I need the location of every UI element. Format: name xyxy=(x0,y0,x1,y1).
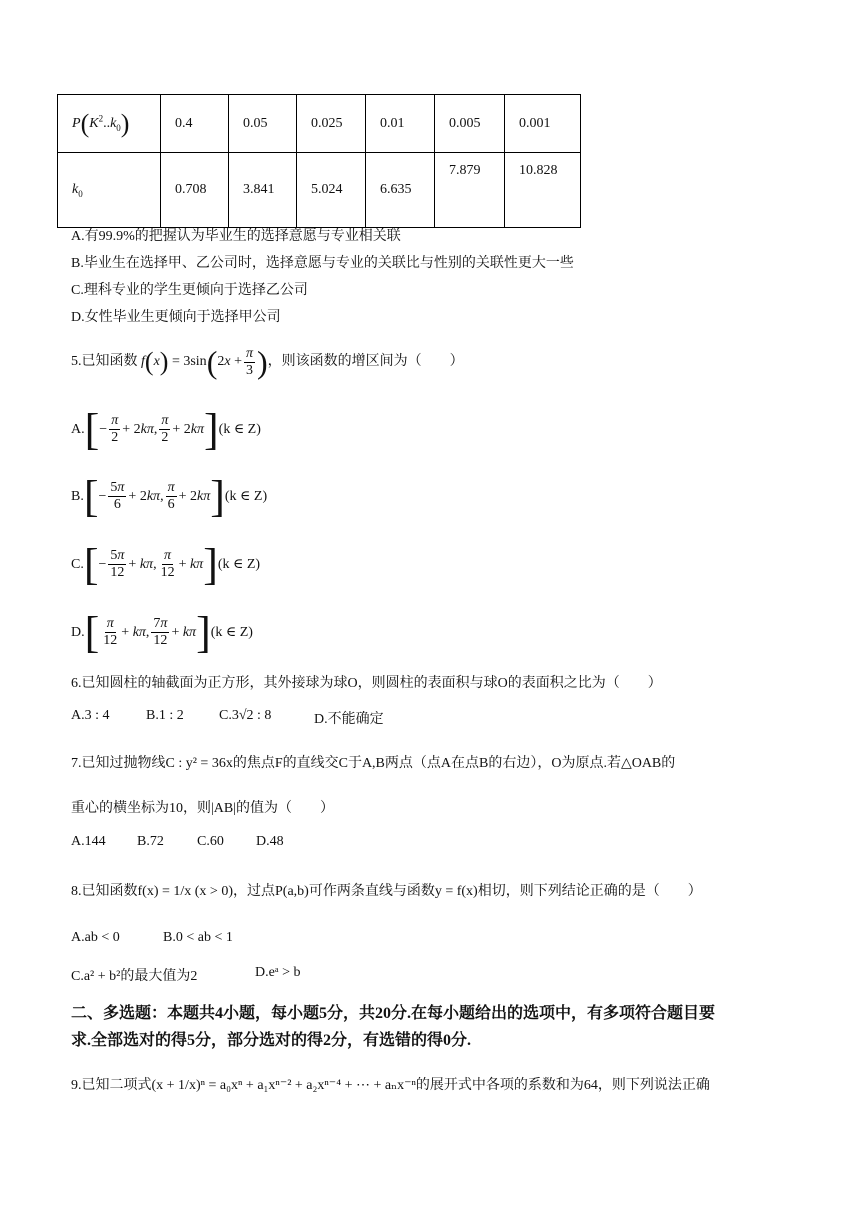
q6-stem: 6.已知圆柱的轴截面为正方形，其外接球为球O，则圆柱的表面积与球O的表面积之比为（ ） xyxy=(71,676,662,691)
q4-option-b: B.毕业生在选择甲、乙公司时，选择意愿与专业的关联比与性别的关联性更大一些 xyxy=(71,256,574,271)
q4-option-a: A.有99.9%的把握认为毕业生的选择意愿与专业相关联 xyxy=(71,229,401,244)
q5-option-a: A.[− $\frac{\pi}{2}$ + 2kπ, $\frac{\pi}{2}$ + 2kπ](k ∈ Z) xyxy=(71,404,261,454)
section2-heading-line2: 求.全部选对的得5分，部分选对的得2分，有选错的得0分. xyxy=(71,1032,472,1049)
table-cell: 10.828 xyxy=(505,153,581,228)
q5-stem: 5.已知函数 f(x) = 3sin(2x + $\frac{\pi}{3}$ )，则该函数的增区间为（ ） xyxy=(71,344,464,380)
table-cell: 3.841 xyxy=(229,153,297,228)
q8-option-a: A.ab < 0 xyxy=(71,930,120,945)
q7-stem-line2: 重心的横坐标为10，则|AB|的值为（ ） xyxy=(71,801,335,816)
section2-heading-line1: 二、多选题：本题共4小题，每小题5分，共20分.在每小题给出的选项中，有多项符合题目要 xyxy=(71,1005,716,1022)
q4-option-d: D.女性毕业生更倾向于选择甲公司 xyxy=(71,310,281,325)
q5-option-b: B.[− $\frac{5\pi}{6}$ + 2kπ, $\frac{\pi}{6}$ + 2kπ](k ∈ Z) xyxy=(71,471,268,521)
table-cell: 0.005 xyxy=(435,95,505,153)
q7-option-c: C.60 xyxy=(197,834,224,849)
q8-option-c: C.a² + b²的最大值为2 xyxy=(71,969,198,984)
q8-option-d: D.eᵃ > b xyxy=(255,965,301,980)
table-cell: 6.635 xyxy=(366,153,435,228)
table-cell: 5.024 xyxy=(297,153,366,228)
q8-stem: 8.已知函数f(x) = 1/x (x > 0)，过点P(a,b)可作两条直线与函数y = f(x)相切，则下列结论正确的是（ ） xyxy=(71,884,702,899)
q7-option-a: A.144 xyxy=(71,834,106,849)
q7-option-b: B.72 xyxy=(137,834,164,849)
table-cell: 0.708 xyxy=(161,153,229,228)
table-cell: 0.4 xyxy=(161,95,229,153)
critical-value-table xyxy=(57,94,581,228)
table-cell: 0.001 xyxy=(505,95,581,153)
q7-stem-line1: 7.已知过抛物线C : y² = 36x的焦点F的直线交C于A,B两点（点A在点B的右边），O为原点.若△OAB的 xyxy=(71,756,676,771)
q8-option-b: B.0 < ab < 1 xyxy=(163,930,233,945)
q5-option-d: D.[ $\frac{\pi}{12}$ + kπ, $\frac{7\pi}{12}$ + kπ](k ∈ Z) xyxy=(71,607,253,657)
table-cell: 0.05 xyxy=(229,95,297,153)
table-cell: 0.01 xyxy=(366,95,435,153)
table-cell: 0.025 xyxy=(297,95,366,153)
q5-option-c: C.[− $\frac{5\pi}{12}$ + kπ, $\frac{\pi}{12}$ + kπ](k ∈ Z) xyxy=(71,539,261,589)
table-cell: 7.879 xyxy=(435,153,505,228)
table-row-header-k0: $k_0$ xyxy=(58,153,161,228)
q7-option-d: D.48 xyxy=(256,834,284,849)
q6-option-a: A.3 : 4 xyxy=(71,708,110,723)
q9-stem: 9.已知二项式(x + 1/x)ⁿ = a₀xⁿ + a₁xⁿ⁻² + a₂xⁿ⁻⁴ + ⋯ + aₙx⁻ⁿ的展开式中各项的系数和为64，则下列说法正确 xyxy=(71,1078,710,1093)
q4-option-c: C.理科专业的学生更倾向于选择乙公司 xyxy=(71,283,308,298)
q6-option-b: B.1 : 2 xyxy=(146,708,184,723)
table-row-header-p: $P(K^2..k_0)$ xyxy=(58,95,161,153)
q6-option-d: D.不能确定 xyxy=(314,712,384,727)
q6-option-c: C.3√2 : 8 xyxy=(219,708,272,723)
